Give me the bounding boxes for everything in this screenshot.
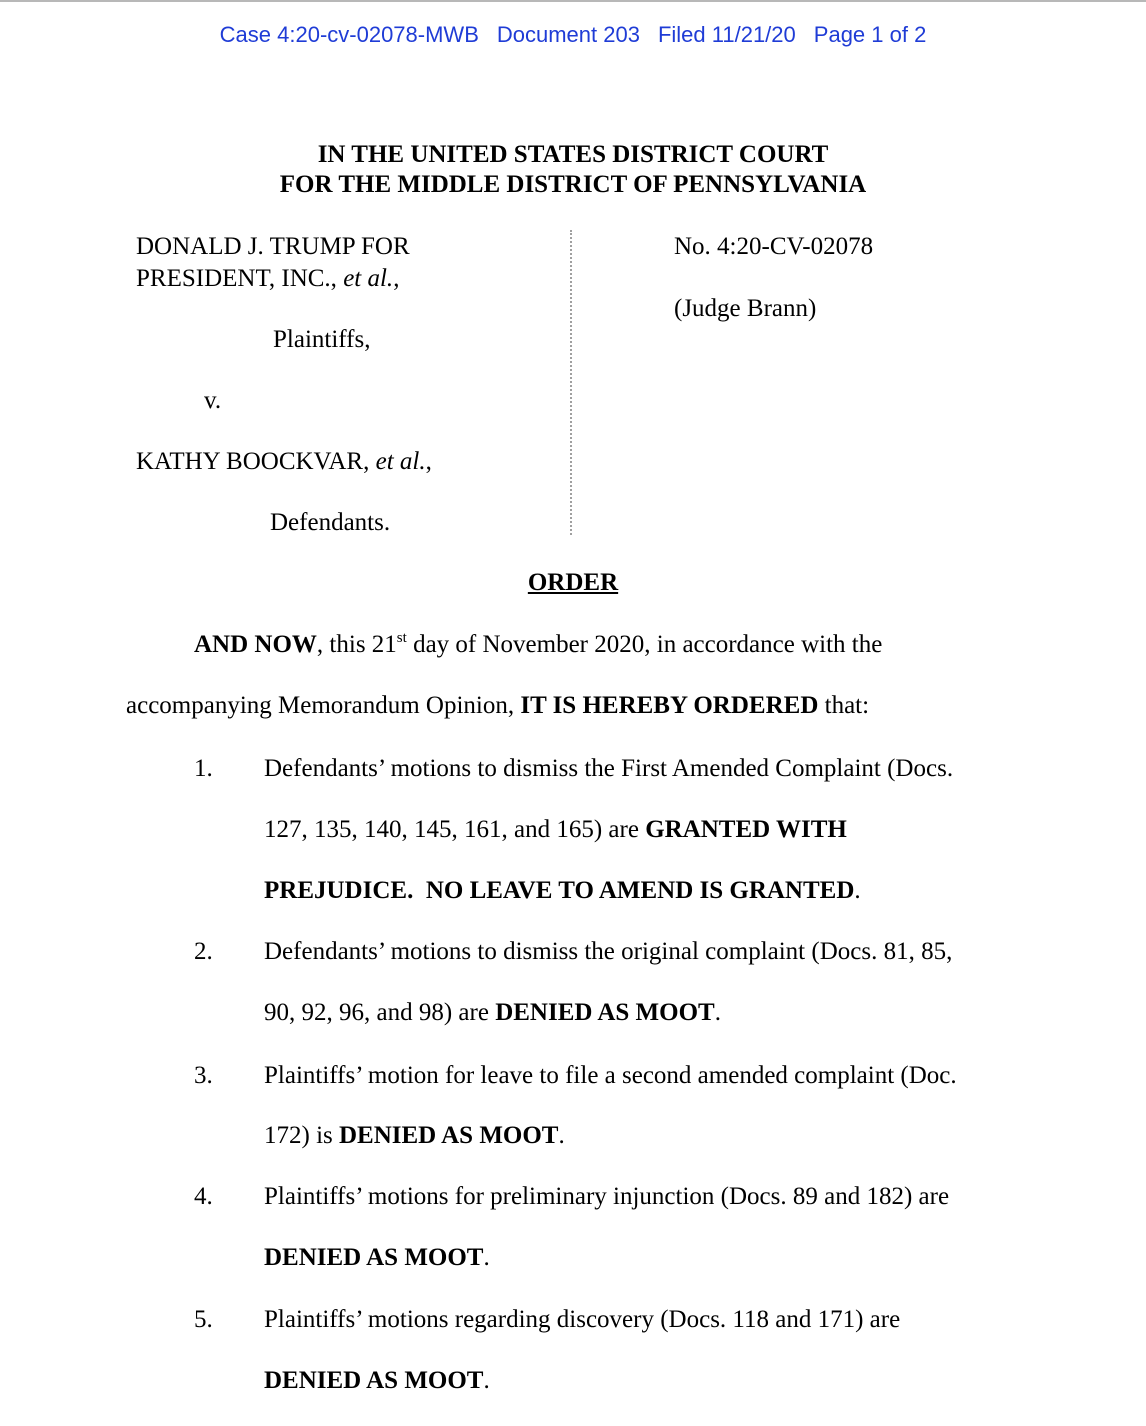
court-title-line-2: FOR THE MIDDLE DISTRICT OF PENNSYLVANIA — [279, 171, 867, 198]
order-intro-line-2 — [126, 691, 869, 721]
hereby-ordered: IT IS HEREBY ORDERED — [520, 692, 819, 719]
item-line-1: Plaintiffs’ motions regarding discovery (Docs. 118 and 171) are — [264, 1306, 901, 1333]
item-number: 5. — [194, 1306, 213, 1333]
intro-line2-text-b: that: — [818, 692, 870, 719]
stamp-page: Page 1 of 2 — [813, 22, 927, 47]
item-ruling: DENIED AS MOOT — [495, 999, 715, 1026]
order-title: ORDER — [527, 569, 619, 596]
order-intro-line-1 — [194, 630, 882, 660]
item-number: 2. — [194, 938, 213, 965]
and-now: AND NOW — [194, 631, 317, 658]
case-number: No. 4:20-CV-02078 — [674, 233, 874, 260]
stamp-filed: Filed 11/21/20 — [657, 22, 796, 47]
defendant-name — [136, 447, 432, 477]
defendants-label: Defendants. — [270, 509, 391, 536]
item-number: 4. — [194, 1183, 213, 1210]
item-line-3 — [264, 876, 861, 906]
item-ruling: GRANTED WITH — [645, 816, 847, 843]
item-period: . — [483, 1367, 490, 1394]
item-number: 3. — [194, 1062, 213, 1089]
item-period: . — [483, 1244, 490, 1271]
item-period: . — [558, 1122, 565, 1149]
court-title-line-1: IN THE UNITED STATES DISTRICT COURT — [317, 141, 829, 168]
item-text: 172) is — [264, 1122, 339, 1149]
item-period: . — [714, 999, 721, 1026]
plaintiffs-label: Plaintiffs, — [273, 326, 371, 353]
item-line-2 — [264, 1243, 490, 1273]
ordinal-suffix: st — [396, 630, 407, 646]
court-title — [0, 140, 1146, 200]
item-line-2 — [264, 815, 847, 845]
defendant-et-al: et al. — [375, 448, 426, 475]
ecf-header-stamp — [0, 22, 1146, 48]
intro-text-b: day of November 2020, in accordance with the — [406, 631, 883, 658]
item-ruling: PREJUDICE. NO LEAVE TO AMEND IS GRANTED — [264, 877, 855, 904]
item-ruling: DENIED AS MOOT — [264, 1244, 484, 1271]
item-line-2 — [264, 998, 721, 1028]
item-line-1: Defendants’ motions to dismiss the original complaint (Docs. 81, 85, — [264, 938, 953, 965]
item-line-2 — [264, 1121, 565, 1151]
stamp-case: Case 4:20-cv-02078-MWB — [219, 22, 479, 47]
item-line-1: Plaintiffs’ motions for preliminary injunction (Docs. 89 and 182) are — [264, 1183, 950, 1210]
versus: v. — [204, 387, 222, 414]
plaintiff-et-al: et al. — [343, 265, 394, 292]
item-line-1: Defendants’ motions to dismiss the First Amended Complaint (Docs. — [264, 755, 954, 782]
stamp-document: Document 203 — [496, 22, 640, 47]
intro-line2-text-a: accompanying Memorandum Opinion, — [126, 692, 521, 719]
item-ruling: DENIED AS MOOT — [264, 1367, 484, 1394]
item-text: 127, 135, 140, 145, 161, and 165) are — [264, 816, 646, 843]
plaintiff-name-line-1: DONALD J. TRUMP FOR — [136, 233, 410, 260]
item-number: 1. — [194, 755, 213, 782]
item-line-1: Plaintiffs’ motion for leave to file a second amended complaint (Doc. — [264, 1062, 957, 1089]
item-text: 90, 92, 96, and 98) are — [264, 999, 496, 1026]
plaintiff-comma: , — [393, 265, 400, 292]
defendant-comma: , — [425, 448, 432, 475]
top-rule — [0, 0, 1146, 2]
defendant-name-text: KATHY BOOCKVAR, — [136, 448, 376, 475]
plaintiff-name-text: PRESIDENT, INC., — [136, 265, 344, 292]
item-period: . — [854, 877, 861, 904]
item-ruling: DENIED AS MOOT — [339, 1122, 559, 1149]
caption-divider — [570, 230, 572, 535]
intro-text-a: , this 21 — [316, 631, 397, 658]
item-line-2 — [264, 1366, 490, 1396]
plaintiff-name-line-2 — [136, 264, 399, 294]
judge-name: (Judge Brann) — [674, 295, 817, 322]
